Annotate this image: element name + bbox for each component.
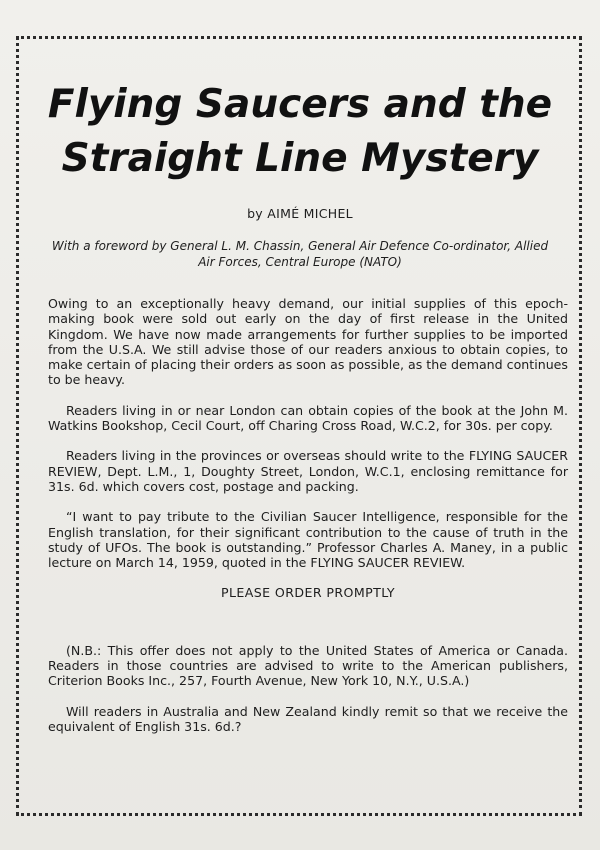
- author-byline: by AIMÉ MICHEL: [247, 206, 353, 221]
- body-text: [48, 296, 568, 749]
- paragraph-london: Readers living in or near London can obtain copies of the book at the John M. Watkins Bookshop, Cecil Court, off Charing Cross Road, W.C.2, for 30s. per copy.: [48, 402, 568, 434]
- order-callout: PLEASE ORDER PROMPTLY: [220, 585, 396, 601]
- page-title: Flying Saucers and the Straight Line Mystery: [47, 82, 553, 181]
- paragraph-provinces: Readers living in the provinces or overseas should write to the FLYING SAUCER REVIEW, Dept. L.M., 1, Doughty Street, London, W.C.1, enclosing remittance for 31s. 6d. which covers cost, postage and packing.: [48, 448, 568, 494]
- paragraph-australia: Will readers in Australia and New Zealand kindly remit so that we receive the equivalent of English 31s. 6d.?: [48, 703, 568, 734]
- foreword-note: With a foreword by General L. M. Chassin, General Air Defence Co-ordinator, Allied Air Forces, Central Europe (NATO): [51, 239, 549, 269]
- paragraph-testimonial: “I want to pay tribute to the Civilian Saucer Intelligence, responsible for the English translation, for their significant contribution to the cause of truth in the study of UFOs. The book is outstanding.” Professor Charles A. Maney, in a public lecture on March 14, 1959, quoted in the FLYING SAUCER REVIEW.: [48, 509, 568, 571]
- paragraph-demand: Owing to an exceptionally heavy demand, our initial supplies of this epoch-making book were sold out early on the day of first release in the United Kingdom. We have now made arrangements for further supplies to be imported from the U.S.A. We still advise those of our readers anxious to obtain copies, to make certain of placing their orders as soon as possible, as the demand continues to be heavy.: [48, 296, 568, 388]
- paragraph-nb: (N.B.: This offer does not apply to the United States of America or Canada. Readers in those countries are advised to write to the American publishers, Criterion Books Inc., 257, Fourth Avenue, New York 10, N.Y., U.S.A.): [48, 642, 568, 689]
